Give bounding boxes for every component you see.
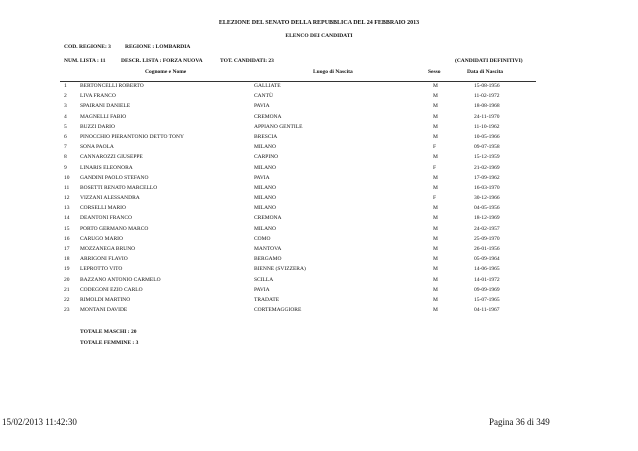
candidate-name: BOSETTI RENATO MARCELLO (80, 184, 158, 191)
footer-timestamp: 15/02/2013 11:42:30 (2, 417, 77, 427)
birth-place: BERGAMO (254, 256, 282, 263)
table-row (0, 276, 638, 286)
table-row (0, 92, 638, 102)
birth-date: 11-02-1972 (474, 93, 500, 100)
candidate-name: CORSELLI MARIO (80, 205, 126, 212)
total-males: TOTALE MASCHI : 20 (80, 329, 137, 335)
candidate-sex: M (433, 205, 438, 212)
birth-place: PAVIA (254, 103, 270, 110)
total-candidates: TOT. CANDIDATI: 23 (220, 58, 274, 64)
table-row (0, 123, 638, 133)
birth-date: 09-07-1958 (474, 144, 500, 151)
region-name: REGIONE : LOMBARDIA (125, 44, 191, 50)
candidate-name: CANNAROZZI GIUSEPPE (80, 154, 143, 161)
row-number: 12 (64, 195, 70, 202)
candidate-name: PINOCCHIO PIERANTONIO DETTO TONY (80, 133, 184, 140)
table-row (0, 164, 638, 174)
candidate-name: MOZZANEGA BRUNO (80, 246, 136, 252)
table-row (0, 82, 638, 92)
column-header-date: Data di Nascita (467, 69, 504, 75)
candidate-sex: F (433, 164, 437, 171)
birth-date: 15-12-1959 (474, 154, 500, 161)
list-number: NUM. LISTA : 11 (64, 58, 106, 64)
birth-date: 25-09-1970 (474, 235, 500, 242)
birth-place: CREMONA (254, 215, 282, 222)
candidate-sex: M (433, 184, 438, 191)
birth-place: GALLIATE (254, 83, 281, 89)
row-number: 23 (64, 307, 70, 314)
candidate-sex: M (433, 235, 438, 242)
total-females: TOTALE FEMMINE : 3 (80, 340, 139, 346)
table-row (0, 174, 638, 184)
row-number: 21 (64, 286, 70, 293)
birth-place: SCILLA (254, 276, 274, 283)
candidate-name: BUZZI DARIO (80, 123, 115, 130)
birth-date: 18-08-1968 (474, 103, 500, 110)
row-number: 8 (64, 154, 67, 161)
row-number: 10 (64, 174, 70, 181)
row-number: 1 (64, 83, 67, 89)
candidate-sex: M (433, 266, 438, 273)
row-number: 17 (64, 246, 70, 252)
birth-date: 15-08-1956 (474, 83, 500, 89)
row-number: 11 (64, 184, 70, 191)
birth-date: 14-01-1972 (474, 276, 500, 283)
list-description: DESCR. LISTA : FORZA NUOVA (121, 58, 203, 64)
candidate-sex: M (433, 83, 438, 89)
birth-date: 05-09-1964 (474, 256, 500, 263)
candidate-name: SONA PAOLA (80, 144, 114, 151)
birth-place: TRADATE (254, 296, 280, 303)
row-number: 13 (64, 205, 70, 212)
table-row (0, 286, 638, 296)
candidate-name: MAGNELLI FABIO (80, 113, 127, 120)
row-number: 6 (64, 133, 67, 140)
candidate-sex: M (433, 93, 438, 100)
candidate-name: RIMOLDI MARTINO (80, 296, 131, 303)
candidate-name: VIZZANI ALESSANDRA (80, 195, 140, 202)
table-row (0, 102, 638, 112)
birth-place: PAVIA (254, 174, 270, 181)
candidate-sex: M (433, 296, 438, 303)
birth-place: CANTÙ (254, 93, 273, 100)
document-title: ELEZIONE DEL SENATO DELLA REPUBBLICA DEL 24 FEBBRAIO 2013 (218, 20, 420, 26)
column-header-name: Cognome e Nome (145, 69, 187, 75)
candidate-name: LEPROTTO VITO (80, 266, 123, 273)
table-row (0, 306, 638, 316)
birth-place: COMO (254, 235, 271, 242)
candidate-name: CARUGO MARIO (80, 235, 123, 242)
row-number: 14 (64, 215, 70, 222)
candidate-sex: F (433, 144, 437, 151)
candidate-sex: M (433, 174, 438, 181)
column-header-sex: Sesso (428, 69, 441, 75)
table-row (0, 235, 638, 245)
birth-date: 09-09-1969 (474, 286, 500, 293)
candidate-name: GANDINI PAOLO STEFANO (80, 174, 149, 181)
candidate-sex: M (433, 154, 438, 161)
table-row (0, 204, 638, 214)
table-row (0, 265, 638, 275)
birth-date: 11-10-1962 (474, 123, 500, 130)
candidate-table (0, 82, 638, 316)
candidate-sex: M (433, 256, 438, 263)
table-row (0, 184, 638, 194)
candidate-name: DEANTONI FRANCO (80, 215, 132, 222)
birth-place: MILANO (254, 225, 276, 232)
table-row (0, 194, 638, 204)
birth-date: 10-05-1966 (474, 133, 500, 140)
row-number: 15 (64, 225, 70, 232)
candidate-name: MONTANI DAVIDE (80, 307, 128, 314)
candidate-name: SPAIRANI DANIELE (80, 103, 131, 110)
birth-place: APPIANO GENTILE (254, 123, 303, 130)
table-row (0, 143, 638, 153)
birth-date: 04-11-1967 (474, 307, 500, 314)
birth-date: 21-02-1969 (474, 164, 500, 171)
birth-place: PAVIA (254, 286, 270, 293)
birth-place: MILANO (254, 164, 276, 171)
birth-place: MILANO (254, 205, 276, 212)
birth-place: MILANO (254, 144, 276, 151)
table-row (0, 113, 638, 123)
birth-place: MILANO (254, 195, 276, 202)
birth-date: 14-06-1965 (474, 266, 500, 273)
candidate-name: ARRIGONI FLAVIO (80, 256, 128, 263)
birth-date: 16-03-1970 (474, 184, 500, 191)
birth-date: 15-07-1965 (474, 296, 500, 303)
row-number: 7 (64, 144, 67, 151)
birth-date: 17-09-1962 (474, 174, 500, 181)
region-code: COD. REGIONE: 3 (64, 44, 111, 50)
birth-place: BIENNE (SVIZZERA) (254, 266, 306, 273)
definitive-label: (CANDIDATI DEFINITIVI) (455, 58, 523, 64)
birth-date: 24-11-1970 (474, 113, 500, 120)
candidate-name: LINARIS ELEONORA (80, 164, 133, 171)
candidate-sex: M (433, 123, 438, 130)
table-row (0, 133, 638, 143)
birth-date: 26-01-1956 (474, 246, 500, 252)
table-row (0, 214, 638, 224)
birth-place: CARPINO (254, 154, 279, 161)
candidate-sex: F (433, 195, 437, 202)
candidate-name: BERTONCELLI ROBERTO (80, 83, 144, 89)
birth-place: BRESCIA (254, 133, 278, 140)
table-row (0, 296, 638, 306)
birth-place: CORTEMAGGIORE (254, 307, 302, 314)
candidate-sex: M (433, 225, 438, 232)
document-subtitle: ELENCO DEI CANDIDATI (285, 33, 353, 39)
candidate-name: BAZZANO ANTONIO CARMELO (80, 276, 161, 283)
candidate-sex: M (433, 246, 438, 252)
candidate-sex: M (433, 276, 438, 283)
table-row (0, 245, 638, 255)
candidate-name: LIVA FRANCO (80, 93, 116, 100)
birth-place: CREMONA (254, 113, 282, 120)
table-row (0, 225, 638, 235)
birth-date: 04-05-1956 (474, 205, 500, 212)
candidate-sex: M (433, 286, 438, 293)
birth-date: 24-02-1957 (474, 225, 500, 232)
candidate-sex: M (433, 215, 438, 222)
candidate-name: CODEGONI EZIO CARLO (80, 286, 143, 293)
row-number: 2 (64, 93, 67, 100)
birth-date: 30-12-1966 (474, 195, 500, 202)
footer-page-number: Pagina 36 di 349 (489, 417, 550, 427)
candidate-name: PORTO GERMANO MARCO (80, 225, 149, 232)
candidate-sex: M (433, 133, 438, 140)
candidate-sex: M (433, 103, 438, 110)
candidate-sex: M (433, 307, 438, 314)
candidate-sex: M (433, 113, 438, 120)
birth-date: 18-12-1969 (474, 215, 500, 222)
table-row (0, 153, 638, 163)
row-number: 19 (64, 266, 70, 273)
row-number: 18 (64, 256, 70, 263)
row-number: 9 (64, 164, 67, 171)
row-number: 20 (64, 276, 70, 283)
table-row (0, 255, 638, 265)
birth-place: MILANO (254, 184, 276, 191)
birth-place: MANTOVA (254, 246, 282, 252)
row-number: 3 (64, 103, 67, 110)
row-number: 5 (64, 123, 67, 130)
row-number: 4 (64, 113, 67, 120)
row-number: 16 (64, 235, 70, 242)
row-number: 22 (64, 296, 70, 303)
column-header-place: Luogo di Nascita (313, 69, 353, 75)
